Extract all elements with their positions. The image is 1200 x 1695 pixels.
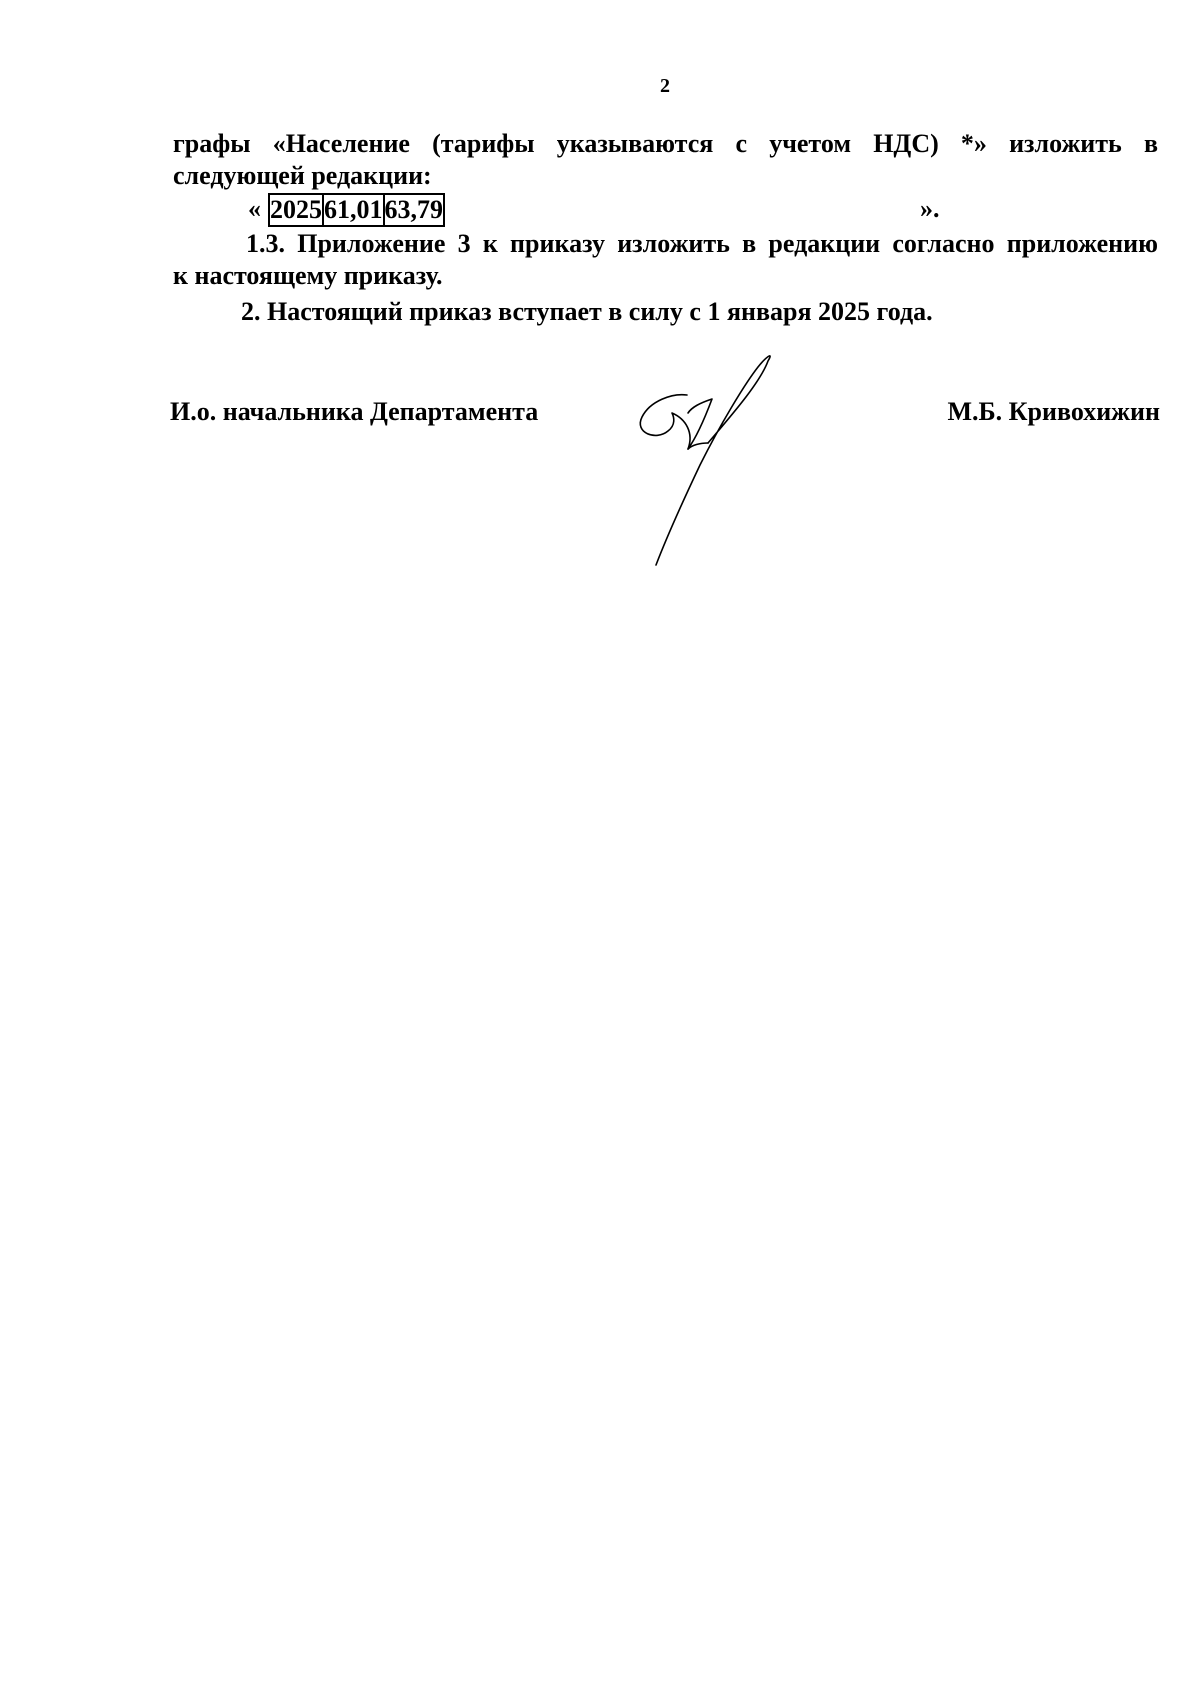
paragraph-effective-date: 2. Настоящий приказ вступает в силу с 1 января 2025 года.	[241, 297, 933, 326]
table-cell-tariff-2: 63,79	[384, 195, 443, 224]
paragraph-appendix	[173, 228, 1158, 292]
tariff-table	[268, 193, 445, 227]
table-cell-year: 2025	[270, 195, 322, 224]
handwritten-signature-icon	[620, 355, 790, 575]
signer-name: М.Б. Кривохижин	[947, 397, 1160, 426]
signer-position: И.о. начальника Департамента	[170, 397, 539, 426]
page-number: 2	[660, 75, 670, 97]
opening-quote: «	[248, 194, 261, 223]
closing-quote: ».	[920, 194, 940, 223]
paragraph-line: 1.3. Приложение 3 к приказу изложить в редакции согласно приложению	[246, 229, 1158, 258]
table-row	[269, 194, 444, 226]
table-cell-tariff-1: 61,01	[324, 195, 383, 224]
paragraph-line: следующей редакции:	[173, 161, 432, 190]
paragraph-line: графы «Население (тарифы указываются с учетом НДС) *» изложить в	[173, 129, 1158, 158]
paragraph-line: к настоящему приказу.	[173, 261, 443, 290]
paragraph-graph-replacement	[173, 128, 1158, 192]
